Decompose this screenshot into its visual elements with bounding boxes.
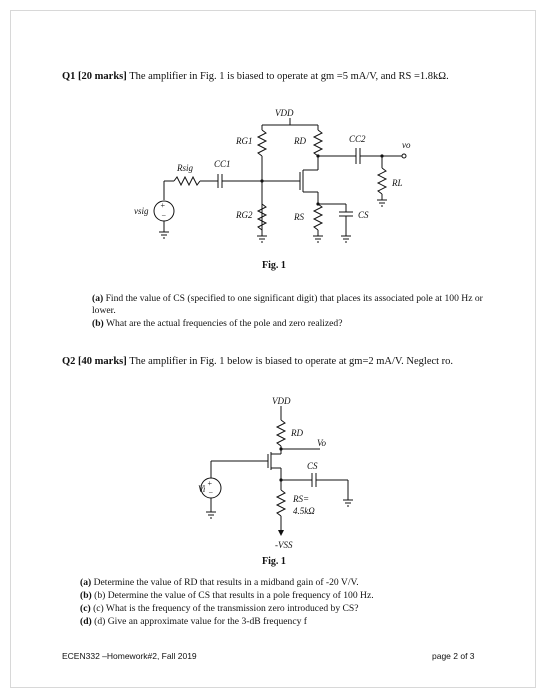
- q1-part-a-label: (a): [92, 293, 104, 304]
- q1-part-a-text: Find the value of CS (specified to one significant digit) that places its associated pole at 100 Hz or lower.: [92, 293, 483, 316]
- q1-part-b-label: (b): [92, 318, 104, 329]
- svg-text:−: −: [208, 488, 214, 497]
- q1-label-cc2: CC2: [349, 134, 366, 144]
- q2-label-rd: RD: [291, 428, 303, 438]
- q1-label-rg2: RG2: [236, 210, 253, 220]
- q1-label-rl: RL: [392, 178, 403, 188]
- q1-label-cc1: CC1: [214, 159, 231, 169]
- q2-part-d-label: (d): [80, 616, 92, 627]
- q2-label-cs: CS: [307, 461, 318, 471]
- q1-label-rd: RD: [294, 136, 306, 146]
- q1-label-rs: RS: [294, 212, 304, 222]
- svg-text:−: −: [161, 211, 167, 220]
- q2-label-vdd: VDD: [272, 396, 291, 406]
- q2-part-b: [80, 590, 520, 602]
- q1-part-b-text: What are the actual frequencies of the pole and zero realized?: [105, 318, 343, 329]
- q1-label-rsig: Rsig: [177, 163, 194, 173]
- q1-label-vdd: VDD: [275, 108, 294, 118]
- q1-figure-caption: Fig. 1: [262, 260, 286, 271]
- q2-part-a: [80, 577, 520, 589]
- q1-text: The amplifier in Fig. 1 is biased to operate at gm =5 mA/V, and RS =1.8kΩ.: [129, 71, 449, 82]
- q2-text: The amplifier in Fig. 1 below is biased to operate at gm=2 mA/V. Neglect ro.: [129, 356, 454, 367]
- q1-label-vo: vo: [402, 140, 411, 150]
- q1-label-cs: CS: [358, 210, 369, 220]
- q2-part-c-label: (c): [80, 603, 91, 614]
- q2-part-d: [80, 616, 520, 628]
- q2-part-b-text: (b) Determine the value of CS that results in a pole frequency of 100 Hz.: [94, 590, 374, 601]
- q2-label-vo: Vo: [317, 438, 326, 448]
- svg-text:+: +: [160, 201, 166, 210]
- footer-course-info: ECEN332 –Homework#2, Fall 2019: [62, 651, 197, 661]
- q1-label-vsig: vsig: [134, 206, 149, 216]
- q2-part-c: [80, 603, 520, 615]
- q1-label-rg1: RG1: [236, 136, 253, 146]
- q2-label-vss: -VSS: [275, 540, 293, 550]
- footer-page-number: page 2 of 3: [432, 651, 475, 661]
- q2-part-a-label: (a): [80, 577, 92, 588]
- q2-part-a-text: Determine the value of RD that results in a midband gain of -20 V/V.: [93, 577, 359, 588]
- q2-title: Q2 [40 marks]: [62, 356, 127, 367]
- q2-part-c-text: (c) What is the frequency of the transmission zero introduced by CS?: [93, 603, 359, 614]
- q2-label-rs: RS=: [293, 494, 310, 504]
- q1-title: Q1 [20 marks]: [62, 71, 127, 82]
- q2-label-rs-value: 4.5kΩ: [293, 506, 315, 516]
- svg-text:+: +: [207, 479, 213, 488]
- q2-part-b-label: (b): [80, 590, 92, 601]
- q2-label-vi: Vi: [198, 484, 206, 494]
- q2-part-d-text: (d) Give an approximate value for the 3-dB frequency f: [94, 616, 307, 627]
- q2-figure-caption: Fig. 1: [262, 556, 286, 567]
